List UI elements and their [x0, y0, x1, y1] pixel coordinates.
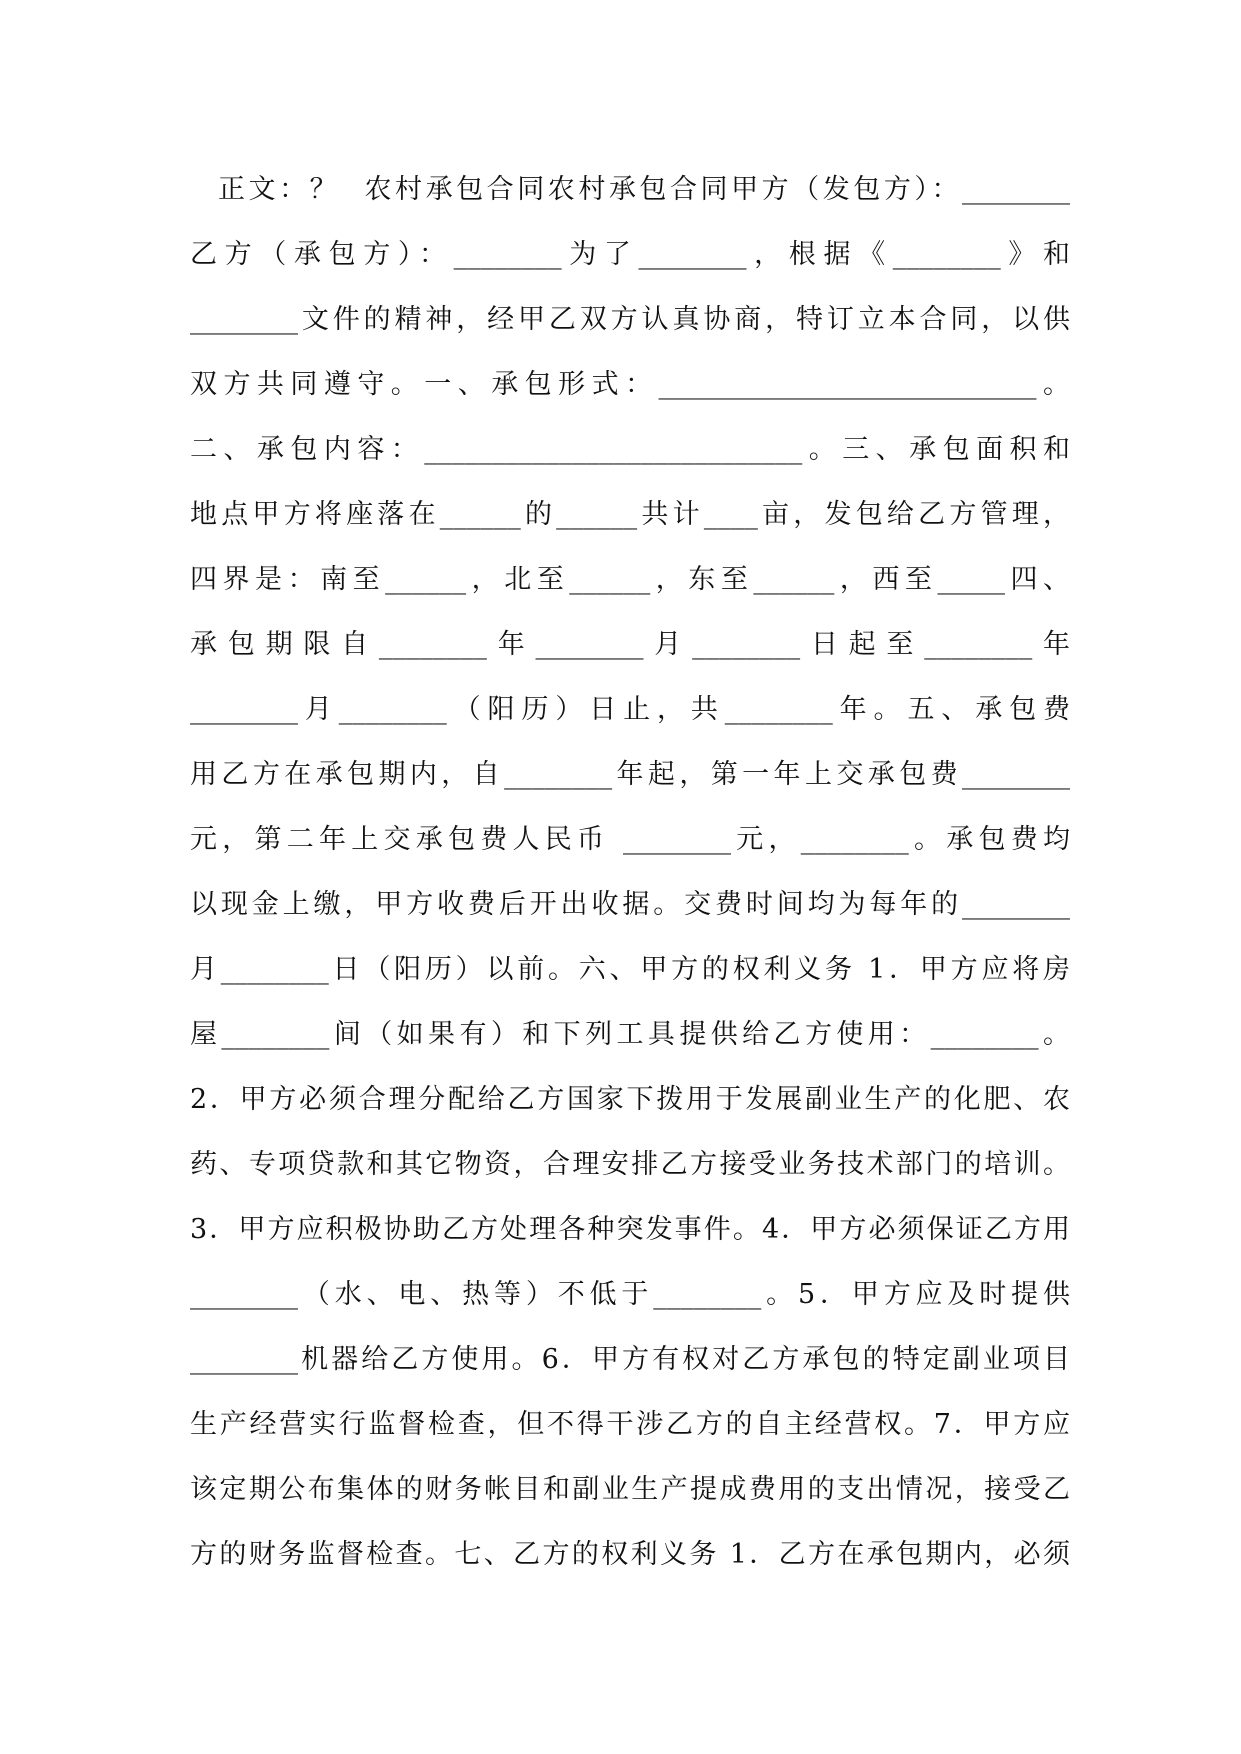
- text-line: 承包期限自________年________月________日起至________年: [190, 629, 1070, 660]
- text-line: ________文件的精神，经甲乙双方认真协商，特订立本合同，以供: [190, 304, 1070, 335]
- text-line: ________（水、电、热等）不低于________。5．甲方应及时提供: [190, 1279, 1070, 1310]
- text-line: 以现金上缴，甲方收费后开出收据。交费时间均为每年的________: [190, 889, 1070, 920]
- text-line: 正文：？ 农村承包合同农村承包合同甲方（发包方）：________: [218, 174, 1070, 205]
- text-line: 二、承包内容：____________________________。三、承包面积和: [190, 434, 1070, 465]
- text-line: 元，第二年上交承包费人民币 ________元，________。承包费均: [190, 824, 1070, 855]
- text-line: 3．甲方应积极协助乙方处理各种突发事件。4．甲方必须保证乙方用: [190, 1214, 1070, 1245]
- text-line: 药、专项贷款和其它物资，合理安排乙方接受业务技术部门的培训。: [190, 1149, 1070, 1180]
- text-line: ________月________（阳历）日止，共________年。五、承包费: [190, 694, 1070, 725]
- text-line: 2．甲方必须合理分配给乙方国家下拨用于发展副业生产的化肥、农: [190, 1084, 1070, 1115]
- text-line: 方的财务监督检查。七、乙方的权利义务 1．乙方在承包期内，必须: [190, 1539, 1070, 1570]
- text-line: ________机器给乙方使用。6．甲方有权对乙方承包的特定副业项目: [190, 1344, 1070, 1375]
- text-line: 双方共同遵守。一、承包形式：____________________________。: [190, 369, 1070, 400]
- text-line: 该定期公布集体的财务帐目和副业生产提成费用的支出情况，接受乙: [190, 1474, 1070, 1505]
- text-line: 用乙方在承包期内，自________年起，第一年上交承包费________: [190, 759, 1070, 790]
- text-line: 四界是：南至______，北至______，东至______，西至_____四、: [190, 564, 1070, 595]
- text-line: 乙方（承包方）：________为了________，根据《________》和: [190, 239, 1070, 270]
- contract-body-text: [190, 157, 1070, 1587]
- text-line: 屋________间（如果有）和下列工具提供给乙方使用：________。: [190, 1019, 1070, 1050]
- text-line: 月________日（阳历）以前。六、甲方的权利义务 1．甲方应将房: [190, 954, 1070, 985]
- text-line: 生产经营实行监督检查，但不得干涉乙方的自主经营权。7．甲方应: [190, 1409, 1070, 1440]
- text-line: 地点甲方将座落在______的______共计____亩，发包给乙方管理，: [190, 499, 1070, 530]
